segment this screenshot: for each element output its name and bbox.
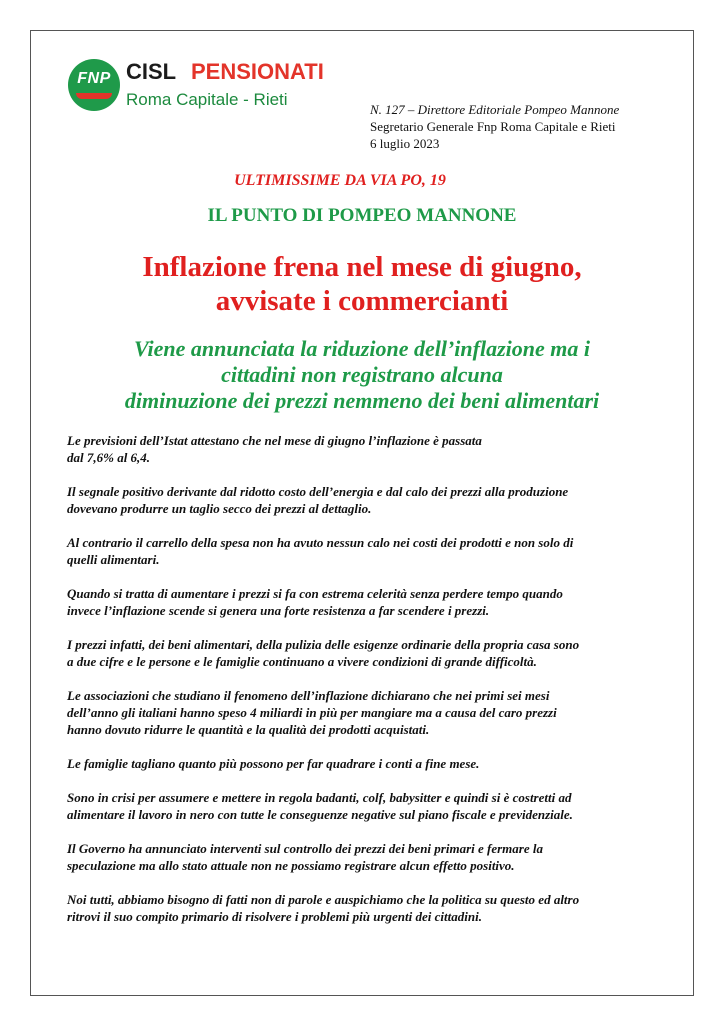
subheadline [60, 336, 664, 414]
column-title: IL PUNTO DI POMPEO MANNONE [207, 205, 517, 226]
paragraph-line: dal 7,6% al 6,4. [67, 450, 151, 465]
kicker-text: ULTIMISSIME DA VIA PO, 19 [234, 172, 446, 189]
paragraph-line: Noi tutti, abbiamo bisogno di fatti non di parole e auspichiamo che la politica su questo ed altro [67, 892, 580, 907]
issue-number: N. 127 – Direttore Editoriale Pompeo Mannone [370, 102, 620, 117]
headline-line: avvisate i commercianti [215, 285, 509, 317]
paragraph-line: invece l’inflazione scende si genera una forte resistenza a far scendere i prezzi. [67, 603, 490, 618]
paragraph [67, 755, 667, 772]
paragraph-line: dell’anno gli italiani hanno speso 4 miliardi in più per mangiare ma a causa del caro prezzi [67, 705, 557, 720]
headline-line: Inflazione frena nel mese di giugno, [142, 251, 582, 283]
paragraph [67, 840, 667, 874]
paragraph [67, 585, 667, 619]
logo-red-swoosh [76, 93, 112, 99]
paragraph-line: Il Governo ha annunciato interventi sul controllo dei prezzi dei beni primari e fermare la [67, 841, 543, 856]
paragraph [67, 534, 667, 568]
logo-subtitle: Roma Capitale - Rieti [126, 90, 288, 109]
paragraph [67, 483, 667, 517]
subheadline-line: Viene annunciata la riduzione dell’inflazione ma i [134, 336, 590, 361]
paragraph [67, 636, 667, 670]
paragraph-line: Sono in crisi per assumere e mettere in regola badanti, colf, babysitter e quindi si è costretti ad [67, 790, 572, 805]
paragraph-line: quelli alimentari. [67, 552, 160, 567]
paragraph-line: a due cifre e le persone e le famiglie continuano a vivere condizioni di grande difficoltà. [67, 654, 537, 669]
paragraph-line: Al contrario il carrello della spesa non ha avuto nessun calo nei costi dei prodotti e non solo di [67, 535, 574, 550]
subheadline-line: cittadini non registrano alcuna [221, 362, 503, 387]
issue-date: 6 luglio 2023 [370, 136, 440, 151]
paragraph [67, 687, 667, 738]
fnp-logo-text: FNP [77, 70, 111, 87]
cisl-pensionati-logo [68, 59, 324, 115]
fnp-logo-mark [68, 59, 120, 111]
paragraph [67, 432, 667, 466]
logo-brand-pensionati: PENSIONATI [191, 59, 324, 84]
paragraph [67, 891, 667, 925]
paragraph-line: Le famiglie tagliano quanto più possono per far quadrare i conti a fine mese. [67, 756, 480, 771]
author-role: Segretario Generale Fnp Roma Capitale e Rieti [370, 119, 616, 134]
issue-meta [370, 101, 619, 152]
paragraph-line: Il segnale positivo derivante dal ridotto costo dell’energia e dal calo dei prezzi alla produzione [67, 484, 569, 499]
paragraph-line: Le previsioni dell’Istat attestano che nel mese di giugno l’inflazione è passata [67, 433, 482, 448]
paragraph-line: ritrovi il suo compito primario di risolvere i problemi più urgenti dei cittadini. [67, 909, 482, 924]
logo-brand-cisl: CISL [126, 59, 177, 84]
paragraph [67, 789, 667, 823]
kicker [0, 172, 724, 190]
paragraph-line: speculazione ma allo stato attuale non ne possiamo registrare alcun effetto positivo. [67, 858, 515, 873]
headline [60, 250, 664, 318]
article-body [67, 432, 667, 942]
paragraph-line: dovevano produrre un taglio secco dei prezzi al dettaglio. [67, 501, 372, 516]
paragraph-line: I prezzi infatti, dei beni alimentari, della pulizia delle esigenze ordinarie della propria casa sono [67, 637, 580, 652]
paragraph-line: hanno dovuto ridurre le quantità e la qualità dei prodotti acquistati. [67, 722, 430, 737]
subheadline-line: diminuzione dei prezzi nemmeno dei beni alimentari [124, 388, 600, 413]
paragraph-line: alimentare il lavoro in nero con tutte le conseguenze negative sul piano fiscale e previdenziale. [67, 807, 573, 822]
paragraph-line: Le associazioni che studiano il fenomeno dell’inflazione dichiarano che nei primi sei mesi [67, 688, 550, 703]
paragraph-line: Quando si tratta di aumentare i prezzi si fa con estrema celerità senza perdere tempo quando [67, 586, 563, 601]
